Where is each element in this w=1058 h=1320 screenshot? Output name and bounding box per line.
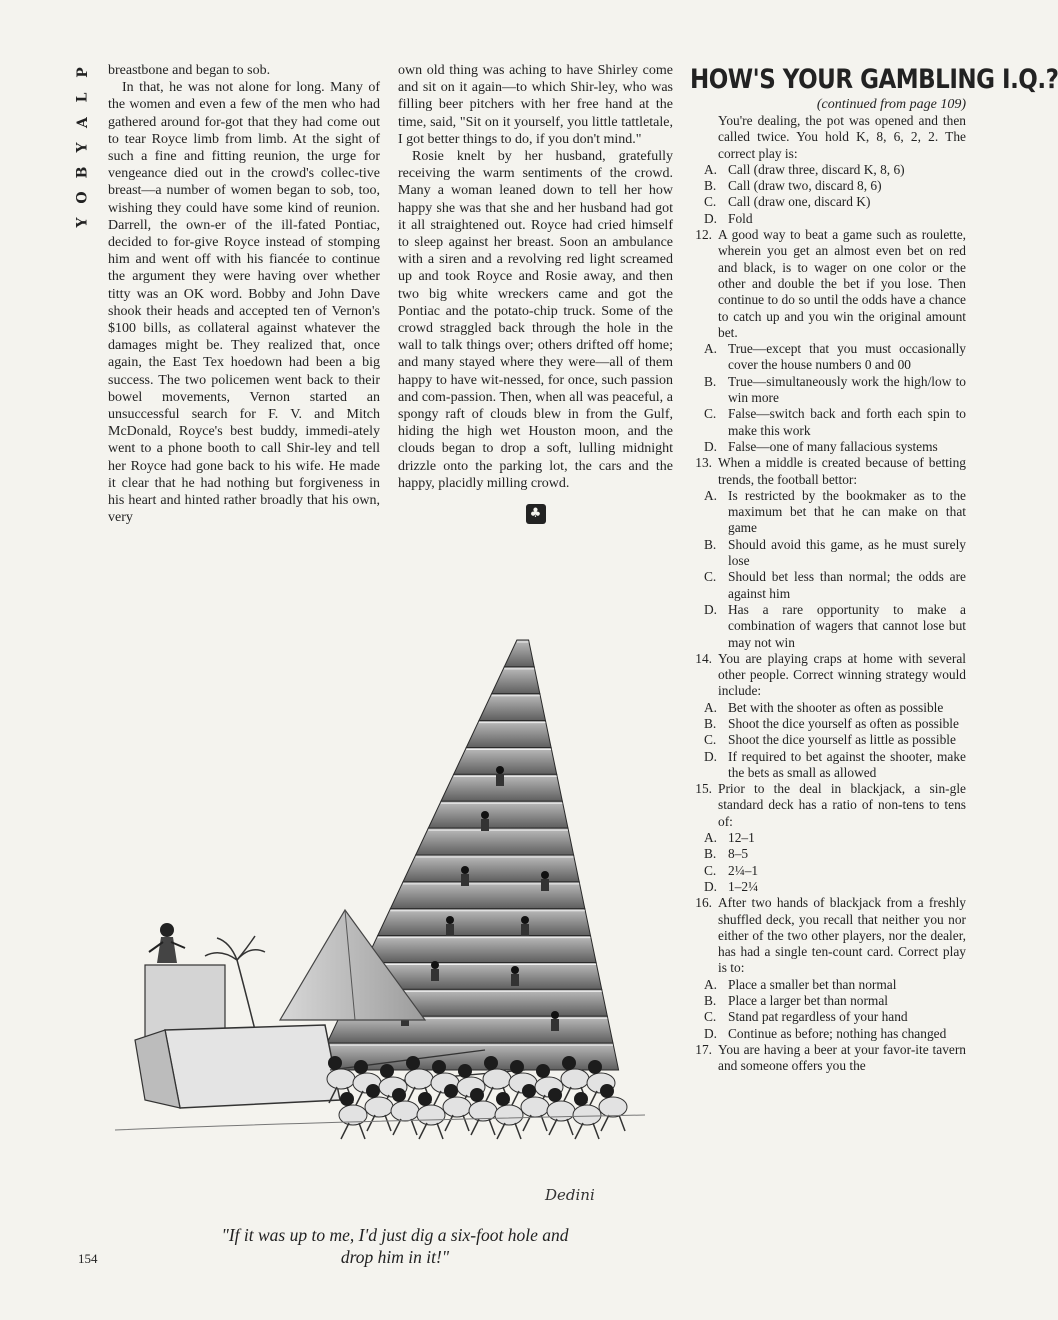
quiz-option <box>690 211 966 227</box>
quiz-option-text: Shoot the dice yourself as often as possible <box>728 715 959 731</box>
hauler-figure <box>573 1092 601 1139</box>
quiz-option-text: Stand pat regardless of your hand <box>728 1009 908 1025</box>
hauler-figure <box>495 1092 523 1139</box>
quiz-question-text: Prior to the deal in blackjack, a sin-gle standard deck has a ratio of non-tens to tens of: <box>718 781 966 829</box>
quiz-option-letter: B. <box>704 536 717 552</box>
quiz-option-letter: B. <box>704 373 717 389</box>
quiz-question-number: 17. <box>695 1041 712 1057</box>
gambling-quiz <box>690 64 1058 1075</box>
quiz-option-letter: B. <box>704 178 717 194</box>
quiz-option-letter: A. <box>704 699 718 715</box>
playboy-side-logo <box>72 60 94 235</box>
side-logo-letter: B <box>74 166 91 179</box>
quiz-option-text: 2¼–1 <box>728 862 759 878</box>
quiz-option <box>690 716 966 732</box>
artist-signature: Dedini <box>545 1186 595 1204</box>
quiz-option-text: False—one of many fallacious systems <box>728 438 938 454</box>
quiz-option <box>690 439 966 455</box>
quiz-option <box>690 374 966 407</box>
quiz-option-text: 1–2¼ <box>728 878 759 894</box>
quiz-option <box>690 846 966 862</box>
tower-step <box>365 936 596 963</box>
quiz-question-number: 15. <box>695 781 712 797</box>
quiz-question <box>690 227 966 341</box>
quiz-option <box>690 749 966 782</box>
quiz-option-text: False—switch back and forth each spin to make this work <box>728 406 966 438</box>
tower-step <box>403 855 579 882</box>
quiz-option-letter: C. <box>704 1009 717 1025</box>
quiz-option <box>690 341 966 374</box>
quiz-option-text: True—simultaneously work the high/low to win more <box>728 373 966 406</box>
quiz-option-letter: D. <box>704 878 718 894</box>
worker-figure <box>551 1011 559 1031</box>
hauler-figure <box>417 1092 445 1139</box>
story-paragraph: breastbone and began to sob. <box>108 63 271 78</box>
worker-figure <box>521 916 529 936</box>
quiz-option <box>690 977 966 993</box>
story-column-2-text <box>398 62 673 492</box>
quiz-title: HOW'S YOUR GAMBLING I.Q.? <box>690 65 1058 96</box>
quiz-question-11-continued <box>690 113 966 162</box>
quiz-option <box>690 993 966 1009</box>
side-logo-letter: A <box>74 117 91 128</box>
quiz-option <box>690 537 966 570</box>
quiz-question <box>690 651 966 700</box>
quiz-option <box>690 602 966 651</box>
hauler-figure <box>599 1084 627 1131</box>
quiz-question-number: 16. <box>695 895 712 911</box>
quiz-option <box>690 863 966 879</box>
quiz-question <box>690 895 966 976</box>
hauler-figure <box>469 1088 497 1135</box>
worker-figure <box>461 866 469 886</box>
quiz-option-text: Call (draw three, discard K, 8, 6) <box>728 161 905 177</box>
side-logo-letter: L <box>74 92 91 103</box>
quiz-question-text: You're dealing, the pot was opened and then called twice. You hold K, 8, 6, 2, 2. The correct play is: <box>718 113 966 161</box>
worker-figure <box>481 811 489 831</box>
tower-step <box>378 909 591 936</box>
quiz-option-letter: A. <box>704 830 718 846</box>
tower-step <box>428 801 568 828</box>
quiz-option-text: True—except that you must occasionally cover the house numbers 0 and 00 <box>728 341 966 373</box>
tower-step <box>479 694 546 721</box>
hauler-figure <box>339 1092 367 1139</box>
quiz-option-letter: C. <box>704 569 717 585</box>
tower-step <box>454 748 557 775</box>
page-number: 154 <box>78 1251 98 1266</box>
quiz-option-letter: D. <box>704 210 718 226</box>
quiz-option <box>690 830 966 846</box>
quiz-option-text: Should bet less than normal; the odds are against him <box>728 569 966 601</box>
quiz-option-text: Call (draw two, discard 8, 6) <box>728 178 882 194</box>
quiz-option <box>690 732 966 748</box>
worker-figure <box>496 766 504 786</box>
quiz-option <box>690 569 966 602</box>
quiz-question-text: After two hands of blackjack from a freshly shuffled deck, you recall that neither you nor either of the two other players, nor the dealer, has had a single ten-count card. Correct play is to: <box>718 895 966 976</box>
quiz-option-text: Should avoid this game, as he must surely lose <box>728 536 966 569</box>
hauler-figure <box>391 1088 419 1135</box>
quiz-option-letter: C. <box>704 194 717 210</box>
bunny-end-mark-icon: ♣ <box>526 504 546 524</box>
quiz-question-text: You are playing craps at home with several other people. Correct winning strategy would include: <box>718 650 966 699</box>
side-logo-letter: O <box>74 191 91 204</box>
overseer-figure <box>149 923 185 963</box>
quiz-option-letter: A. <box>704 976 718 992</box>
worker-figure <box>541 871 549 891</box>
side-logo-letter: P <box>74 67 91 78</box>
quiz-option-text: Shoot the dice yourself as little as possible <box>728 732 956 748</box>
cartoon-caption: "If it was up to me, I'd just dig a six-foot hole and drop him in it!" <box>221 1225 569 1267</box>
quiz-option-letter: D. <box>704 601 718 617</box>
quiz-option-letter: D. <box>704 748 718 764</box>
tower-step <box>504 640 534 667</box>
quiz-option-letter: C. <box>704 732 717 748</box>
tower-step <box>492 667 540 694</box>
story-paragraph: Rosie knelt by her husband, gratefully receiving the warm sentiments of the crowd. Many a woman leaned down to tell her how happy she was that she and her husband had got it all straightened out. Royce had cried himself to sleep against her breast. Soon an ambulance with a siren and a revolving red light screamed up and took Royce and Rosie away, and then two big white wreckers came and got the Pontiac and the potato-chip truck. Some of the crowd straggled back through the hole in the wall to talk things over; others drifted off home; and many stayed where they were—all of them happy to have wit-nessed, for once, such passion and com-passion. Then, when all was peaceful, a spongy raft of clouds blew in from the Gulf, hiding the high wet Houston moon, and the clouds began to drop a soft, lulling midnight drizzle onto the parking lot, the cars and the happy, placidly milling crowd. <box>398 149 673 491</box>
quiz-option <box>690 406 966 439</box>
quiz-option-text: If required to bet against the shooter, make the bets as small as allowed <box>728 748 966 780</box>
worker-figure <box>511 966 519 986</box>
quiz-option-letter: C. <box>704 406 717 422</box>
tower-step <box>390 882 585 909</box>
quiz-option-text: Place a larger bet than normal <box>728 993 889 1009</box>
quiz-question <box>690 455 966 488</box>
worker-figure <box>446 916 454 936</box>
quiz-option <box>690 1026 966 1042</box>
quiz-option <box>690 488 966 537</box>
side-logo-letter: Y <box>74 217 91 228</box>
quiz-question-number: 14. <box>695 650 712 666</box>
quiz-option-text: 12–1 <box>728 830 755 846</box>
quiz-option-letter: D. <box>704 438 718 454</box>
quiz-question-text: When a middle is created because of betting trends, the football bettor: <box>718 455 966 487</box>
story-paragraph: own old thing was aching to have Shirley come and sit on it again—to which Shir-ley, who was filling beer pitchers with her free hand at the time, said, "Sit on it yourself, you little tattletale, I got better things to do, if you don't mind." <box>398 63 673 147</box>
tower-step <box>416 828 574 855</box>
quiz-question <box>690 1042 966 1075</box>
quiz-option-letter: A. <box>704 487 718 503</box>
quiz-option <box>690 700 966 716</box>
quiz-option-text: Has a rare opportunity to make a combination of wagers that cannot lose but may not win <box>728 601 966 650</box>
quiz-continued-note: (continued from page 109) <box>816 97 966 112</box>
quiz-question-text: You are having a beer at your favor-ite tavern and someone offers you the <box>718 1041 966 1074</box>
quiz-option <box>690 178 966 194</box>
quiz-option-text: Is restricted by the bookmaker as to the maximum bet that he can make on that game <box>728 487 966 536</box>
quiz-option <box>690 194 966 210</box>
hauler-figure <box>547 1088 575 1135</box>
cartoon-illustration <box>105 630 655 1220</box>
worker-figure <box>431 961 439 981</box>
tower-step <box>466 721 551 748</box>
quiz-option-letter: B. <box>704 715 717 731</box>
quiz-option <box>690 162 966 178</box>
quiz-questions <box>690 113 966 1075</box>
quiz-option-letter: B. <box>704 993 717 1009</box>
quiz-option-text: Continue as before; nothing has changed <box>728 1025 947 1041</box>
quiz-option <box>690 1009 966 1025</box>
quiz-option-letter: A. <box>704 341 718 357</box>
quiz-option-letter: B. <box>704 846 717 862</box>
quiz-option-letter: A. <box>704 161 718 177</box>
quiz-option-letter: C. <box>704 862 717 878</box>
quiz-question <box>690 781 966 830</box>
quiz-question-number: 13. <box>695 455 712 471</box>
quiz-question-number: 12. <box>695 227 712 243</box>
story-column-1 <box>108 62 380 526</box>
quiz-option-text: 8–5 <box>728 846 749 862</box>
quiz-option <box>690 879 966 895</box>
quiz-option-text: Fold <box>728 210 753 226</box>
quiz-option-text: Bet with the shooter as often as possible <box>728 699 944 715</box>
stone-block <box>165 1025 340 1108</box>
quiz-question-text: A good way to beat a game such as roulette, wherein you get an almost even bet on red and black, is to wager on one color or the other and double the bet if you lose. Then continue to do so until the odds have a chance to catch up and you win the original amount bet. <box>718 227 966 340</box>
quiz-option-text: Call (draw one, discard K) <box>728 194 871 210</box>
quiz-option-text: Place a smaller bet than normal <box>728 976 897 992</box>
side-logo-letter: Y <box>74 142 91 153</box>
story-paragraph: In that, he was not alone for long. Many of the women and even a few of the men who had gathered around for-got that they had come out to tear Royce limb from limb. At the sight of such a fine and fitting reunion, the urge for vengeance died out in the crowd's collec-tive breast—a number of women began to sob, too, wishing they could have some kind of reunion. Darrell, the own-er of the ill-fated Pontiac, decided to for-give Royce instead of stomping him and went off with his fiancée to continue the argument they were having over whether titty was an OK word. Bobby and John Dave shook their heads and accepted ten of Vernon's $100 bills, as collateral against whatever the damages might be. They realized that, once again, the East Tex hoedown had been a big success. The two policemen went back to their bowel movements, Vernon started an unsuccessful search for F. V. and Mitch McDonald, Royce's best buddy, immedi-ately went to a phone booth to call Shir-ley and tell her Royce had gone back to his wife. He made it clear that he had nothing but forgiveness in his heart and hinted rather broadly that his own, very <box>108 80 380 526</box>
story-column-2 <box>398 62 673 524</box>
quiz-option-letter: D. <box>704 1025 718 1041</box>
